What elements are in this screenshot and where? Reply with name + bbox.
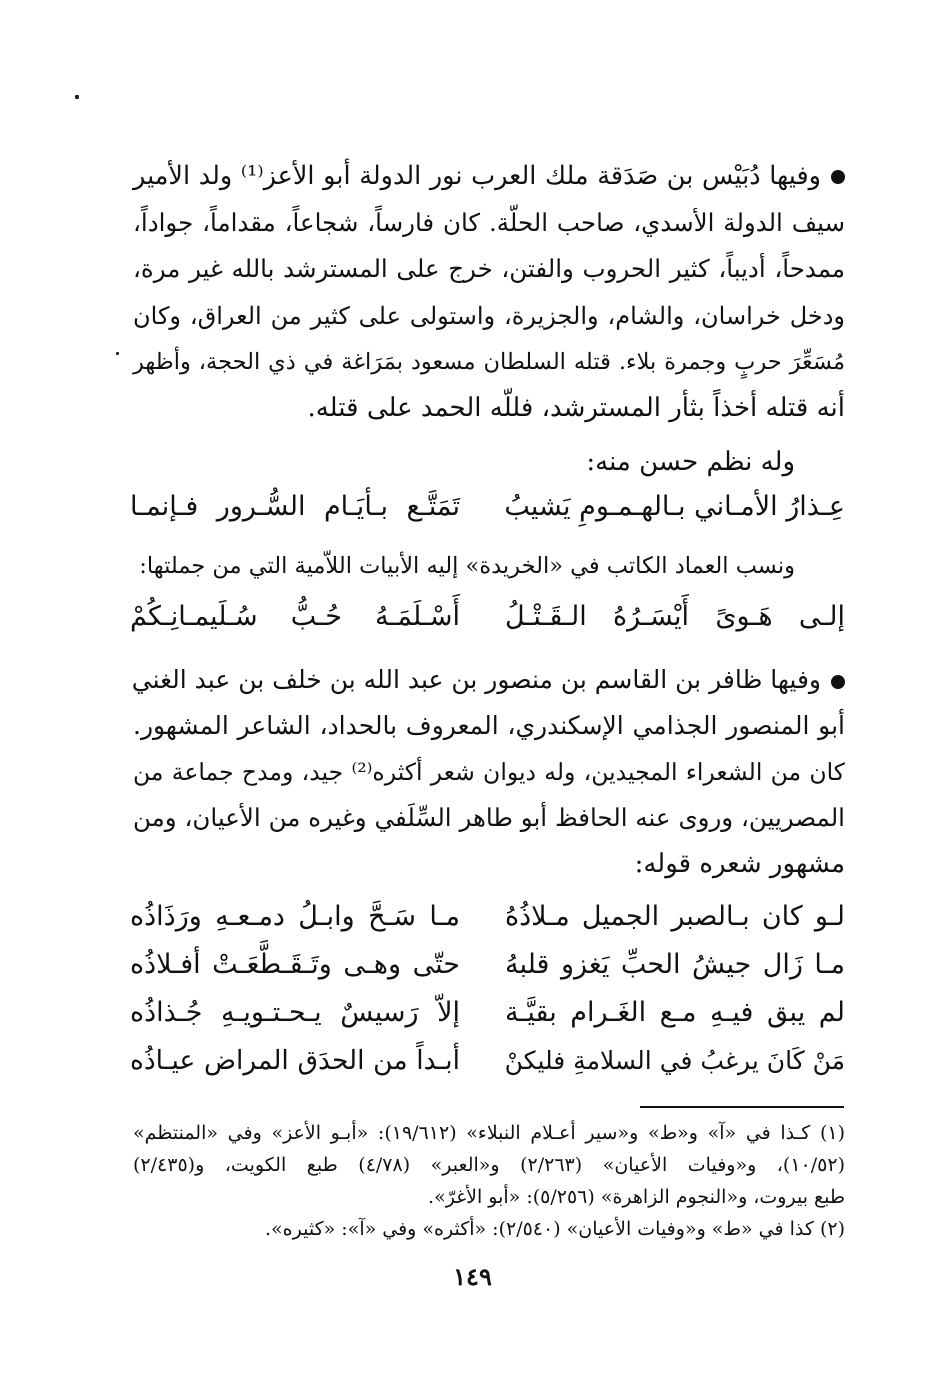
poem-right-hemistich: مـا زَال جيشُ الحبِّ يَغزو قلبهُ (505, 949, 845, 980)
paragraph1-line: سيف الدولة الأسدي، صاحب الحلّة. كان فارساً، شجاعاً، مقداماً، جواداً، (133, 208, 845, 237)
paragraph2-line: أبو المنصور الجذامي الإسكندري، المعروف بالحداد، الشاعر المشهور. (133, 711, 845, 740)
paragraph1-line: ودخل خراسان، والشام، والجزيرة، واستولى على كثير من العراق، وكان (133, 302, 845, 330)
poem-left-hemistich: حتّى وهـى وتَـقَـطَّعَـتْ أفـلاذُه (130, 949, 460, 980)
bullet-icon (831, 675, 845, 689)
paragraph1-line: ممدحاً، أديباً، كثير الحروب والفتن، خرج على المسترشد بالله غير مرة، (133, 254, 845, 283)
verse1-right-hemistich: تَمَتَّـع بـأيَـام السُّـرور فـإنمـا (130, 491, 460, 522)
paragraph1-line: وفيها دُبَيْس بن صَدَقة ملك العرب نور الدولة أبو الأعز⁽¹⁾ ولد الأمير (133, 160, 845, 192)
verse-intro: ونسب العماد الكاتب في «الخريدة» إليه الأبيات اللاّمية التي من جملتها: (139, 553, 795, 579)
footnote-line: طبع بيروت، و«النجوم الزاهرة» (٥/٢٥٦): «أبو الأغرّ». (428, 1186, 845, 1208)
poem-right-hemistich: لم يبق فيـهِ مـع الغَـرام بقيَّـة (505, 997, 845, 1028)
paragraph2-line: وفيها ظافر بن القاسم بن منصور بن عبد الله بن خلف بن عبد الغني (133, 664, 845, 696)
poem-right-hemistich: مَنْ كَانَ يرغبُ في السلامةِ فليكنْ (504, 1046, 845, 1075)
poem-left-hemistich: مـا سَـحَّ وابـلُ دمـعـهِ ورَذَاذُه (130, 901, 460, 932)
footnote-separator (640, 1106, 844, 1108)
footnote-line: (٢) كذا في «ط» و«وفيات الأعيان» (٢/٥٤٠): «أكثره» وفي «آ»: «كثيره». (265, 1218, 845, 1240)
paragraph2-line: كان من الشعراء المجيدين، وله ديوان شعر أكثره⁽²⁾ جيد، ومدح جماعة من (133, 758, 845, 786)
paragraph2-line: المصريين، وروى عنه الحافظ أبو طاهر السِّلَفي وغيره من الأعيان، ومن (133, 803, 845, 832)
paragraph2-line: مشهور شعره قوله: (634, 849, 845, 879)
paragraph1-line: مُسَعِّرَ حربٍ وجمرة بلاء. قتله السلطان مسعود بمَرَاغة في ذي الحجة، وأظهر (133, 349, 845, 375)
verse1-left-hemistich: عِـذارُ الأمـاني بـالهـمـومِ يَشيبُ (504, 491, 845, 522)
scan-speck (75, 95, 79, 99)
paragraph1-line: أنه قتله أخذاً بثأر المسترشد، فللّه الحمد على قتله. (307, 393, 845, 423)
scan-speck (116, 352, 119, 355)
page-number: ١٤٩ (453, 1262, 492, 1291)
bullet-icon (831, 170, 845, 184)
poem-left-hemistich: أبـداً من الحدَق المراض عيـاذُه (130, 1045, 460, 1076)
verse2-left-hemistich: إلـى هَـوىً أَيْسَـرُهُ الـقَـتْـلُ (505, 601, 845, 632)
footnote-line: (١٠/٥٢)، و«وفيات الأعيان» (٢/٢٦٣) و«العبر» (٤/٧٨) طبع الكويت، و(٢/٤٣٥) (133, 1154, 845, 1176)
poem-right-hemistich: لـو كان بـالصبر الجميل مـلاذُهُ (505, 901, 845, 932)
poem-left-hemistich: إلاّ رَسيسٌ يـحـتـويـهِ جُـذاذُه (130, 997, 460, 1028)
footnote-line: (١) كـذا في «آ» و«ط» و«سير أعـلام النبلاء» (١٩/٦١٢): «أبـو الأعز» وفي «المنتظم» (133, 1122, 845, 1144)
verse-intro: وله نظم حسن منه: (586, 447, 795, 477)
verse2-right-hemistich: أَسْـلَمَـهُ حُـبُّ سُـلَيمـانِـكُمْ (130, 601, 460, 632)
